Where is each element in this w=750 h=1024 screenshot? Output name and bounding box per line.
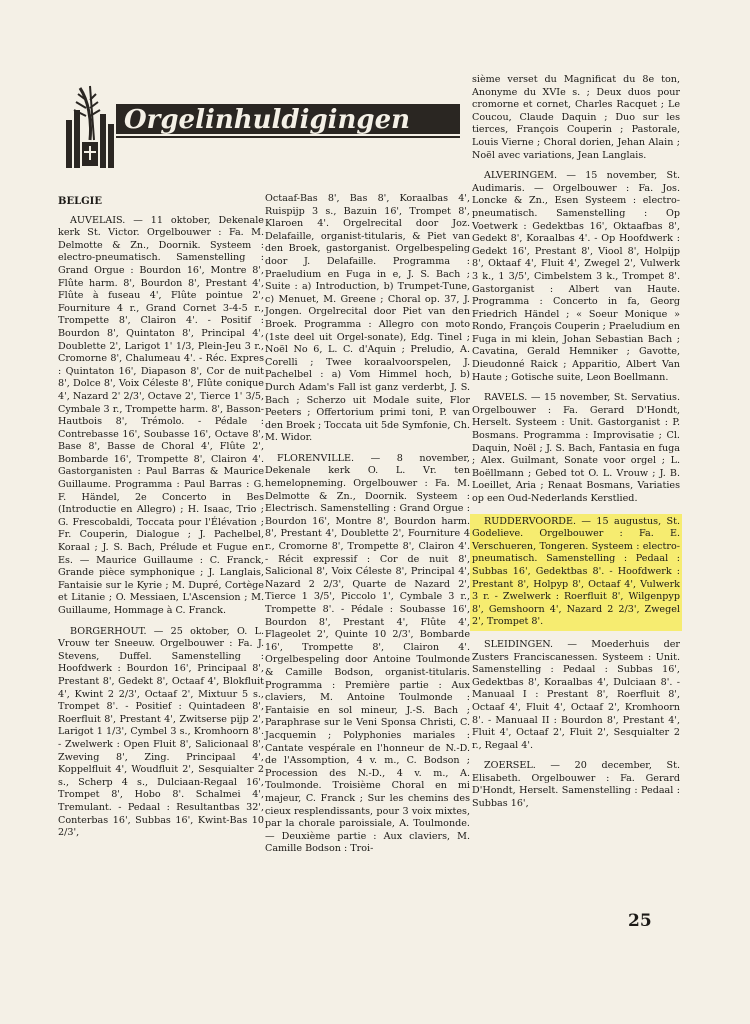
organ-pipes-logo [60,80,460,175]
entry-borgerhout: BORGERHOUT. — 25 oktober, O. L. Vrouw ter Sneeuw. Orgelbouwer : Fa. J. Stevens, Duffel. Samenstelling : Hoofdwerk : Bourdon 16', Principaal 8', Prestant 8', Gedekt 8', Octaaf 4', Blokfluit 4', Kwint 2 2/3', Octaaf 2', Mixtuur 5 s., Trompet 8'. - Positief : Quintadeen 8', Roerfluit 8', Prestant 4', Zwitserse pijp 2', Larigot 1 1/3', Cymbel 3 s., Kromhoorn 8'. - Zwelwerk : Open Fluit 8', Salicionaal 8', Zweving 8', Zing. Principaal 4', Koppelfluit 4', Woudfluit 2', Sesquialter 2 s., Scherp 4 s., Dulciaan-Regaal 16', Trompet 8', Hobo 8'. Schalmei 4', Tremulant. - Pedaal : Resultantbas 32', Conterbas 16', Subbas 16', Kwint-Bas 10 2/3', [58,625,264,839]
column-2 [265,193,470,864]
entry-sleidingen: SLEIDINGEN. — Moederhuis der Zusters Franciscanessen. Systeem : Unit. Samenstelling : Pedaal : Subbas 16', Gedektbas 8', Koraalbas 4', Dulciaan 8'. - Manuaal I : Prestant 8', Roerfluit 8', Octaaf 4', Fluit 4', Octaaf 2', Kromhoorn 8'. - Manuaal II : Bourdon 8', Prestant 4', Fluit 4', Octaaf 2', Fluit 2', Sesquialter 2 r., Regaal 4'. [472,638,680,751]
entry-alveringem: ALVERINGEM. — 15 november, St. Audimaris. — Orgelbouwer : Fa. Jos. Loncke & Zn., Esen Systeem : electro-pneumatisch. Samenstelling : Op Voetwerk : Gedektbas 16', Oktaafbas 8', Gedekt 8', Koraalbas 4'. - Op Hoofdwerk : Gedekt 16', Prestant 8', Viool 8', Holpijp 8', Oktaaf 4', Fluit 4', Zwegel 2', Vulwerk 3 k., 1 3/5', Cimbelstem 3 k., Trompet 8'. Gastorganist : Albert van Haute. Programma : Concerto in fa, Georg Friedrich Händel ; « Soeur Monique » Rondo, François Couperin ; Praeludium en Fuga in mi klein, Johan Sebastian Bach ; Cavatina, Gerald Hemniker ; Gavotte, Dieudonné Raick ; Apparitio, Albert Van Haute ; Gotische suite, Leon Boellmann. [472,170,680,383]
entry-ruddervoorde-highlighted: RUDDERVOORDE. — 15 augustus, St. Godelieve. Orgelbouwer : Fa. E. Verschueren, Tongeren. Systeem : electro-pneumatisch. Samenstelling : Pedaal : Subbas 16', Gedektbas 8'. - Hoofdwerk : Prestant 8', Holpyp 8', Octaaf 4', Vulwerk 3 r. - Zwelwerk : Roerfluit 8', Wilgenpyp 8', Gemshoorn 4', Nazard 2 2/3', Zwegel 2', Trompet 8'. [470,514,682,631]
column-1 [58,196,264,848]
banner-title: Orgelinhuldigingen [124,105,411,135]
entry-borgerhout-continued: Octaaf-Bas 8', Bas 8', Koraalbas 4', Ruispijp 3 s., Bazuin 16', Trompet 8', Klaroen 4'. Orgelrecital door Joz. Delafaille, organist-titularis, & Piet van den Broek, gastorganist. Orgelbespeling door J. Delafaille. Programma : Praeludium en Fuga in e, J. S. Bach ; Suite : a) Introduction, b) Trumpet-Tune, c) Menuet, M. Greene ; Choral op. 37, J. Jongen. Orgelrecital door Piet van den Broek. Programma : Allegro con moto (1ste deel uit Orgel-sonate), Edg. Tinel ; Noël No 6, L. C. d'Aquin ; Preludio, A. Corelli ; Twee koraalvoorspelen, J. Pachelbel : a) Vom Himmel hoch, b) Durch Adam's Fall ist ganz verderbt, J. S. Bach ; Scherzo uit Modale suite, Flor Peeters ; Offertorium primi toni, P. van den Broek ; Toccata uit 5de Symfonie, Ch. M. Widor. [265,193,470,444]
column-3 [472,74,680,819]
header-banner [60,80,460,175]
page-number: 25 [628,911,652,931]
entry-auvelais: AUVELAIS. — 11 oktober, Dekenale kerk St. Victor. Orgelbouwer : Fa. M. Delmotte & Zn., Doornik. Systeem : electro-pneumatisch. Samenstelling : Grand Orgue : Bourdon 16', Montre 8', Flûte harm. 8', Bourdon 8', Prestant 4', Flûte à fuseau 4', Flûte pointue 2', Fourniture 4 r., Grand Cornet 3-4-5 r., Trompette 8', Clairon 4'. - Positif : Bourdon 8', Quintaton 8', Principal 4', Doublette 2', Larigot 1' 1/3, Plein-Jeu 3 r., Cromorne 8', Chalumeau 4'. - Réc. Expres : Quintaton 16', Diapason 8', Cor de nuit 8', Dolce 8', Voix Céleste 8', Flûte conique 4', Nazard 2' 2/3', Octave 2', Tierce 1' 3/5, Cymbale 3 r., Trompette harm. 8', Basson-Hautbois 8', Trémolo. - Pédale : Contrebasse 16', Soubasse 16', Octave 8', Base 8', Basse de Choral 4', Flûte 2', Bombarde 16', Trompette 8', Clairon 4'. Gastorganisten : Paul Barras & Maurice Guillaume. Programma : Paul Barras : G. F. Händel, 2e Concerto in Bes (Introductie en Allegro) ; H. Isaac, Trio ; G. Frescobaldi, Toccata pour l'Élévation ; Fr. Couperin, Dialogue ; J. Pachelbel, Koraal ; J. S. Bach, Prélude et Fugue en Es. — Maurice Guillaume : C. Franck, Grande pièce symphonique ; J. Langlais, Fantaisie sur le Kyrie ; M. Dupré, Cortège et Litanie ; O. Messiaen, L'Ascension ; M. Guillaume, Hommage à C. Franck. [58,214,264,616]
entry-florenville-continued: sième verset du Magnificat du 8e ton, Anonyme du XVIe s. ; Deux duos pour cromorne et cornet, Charles Racquet ; Le Coucou, Claude Daquin ; Duo sur les tierces, François Couperin ; Pastorale, Louis Vierne ; Choral dorien, Jehan Alain ; Noël avec variations, Jean Langlais. [472,74,680,161]
entry-florenville: FLORENVILLE. — 8 november, Dekenale kerk O. L. Vr. ten hemelopneming. Orgelbouwer : Fa. M. Delmotte & Zn., Doornik. Systeem : Electrisch. Samenstelling : Grand Orgue : Bourdon 16', Montre 8', Bourdon harm. 8', Prestant 4', Doublette 2', Fourniture 4 r., Cromorne 8', Trompette 8', Clairon 4'. - Récit expressif : Cor de nuit 8', Salicional 8', Voix Céleste 8', Principal 4', Nazard 2 2/3', Quarte de Nazard 2', Tierce 1 3/5', Piccolo 1', Cymbale 3 r., Trompette 8'. - Pédale : Soubasse 16', Bourdon 8', Prestant 4', Flûte 4', Flageolet 2', Quinte 10 2/3', Bombarde 16', Trompette 8', Clairon 4'. Orgelbespeling door Antoine Toulmonde & Camille Bodson, organist-titularis. Programma : Première partie : Aux claviers, M. Antoine Toulmonde : Fantaisie en sol mineur, J.-S. Bach ; Paraphrase sur le Veni Sponsa Christi, C. Jacquemin ; Polyphonies mariales : Cantate vespérale en l'honneur de N.-D. de l'Assomption, 4 v. m., C. Bodson ; Procession des N.-D., 4 v. m., A. Toulmonde. Troisième Choral en mi majeur, C. Franck ; Sur les chemins des cieux resplendissants, pour 3 voix mixtes, par la chorale paroissiale, A. Toulmonde. — Deuxième partie : Aux claviers, M. Camille Bodson : Troi- [265,452,470,855]
entry-ravels: RAVELS. — 15 november, St. Servatius. Orgelbouwer : Fa. Gerard D'Hondt, Herselt. Systeem : Unit. Gastorganist : P. Bosmans. Programma : Improvisatie ; Cl. Daquin, Noël ; J. S. Bach, Fantasia en fuga ; Alex. Guilmant, Sonate voor orgel ; L. Boëllmann ; Gebed tot O. L. Vrouw ; J. B. Loeillet, Aria ; Renaat Bosmans, Variaties op een Oud-Nederlands Kerstlied. [472,392,680,504]
section-heading-belgie: BELGIE [58,196,102,207]
entry-zoersel: ZOERSEL. — 20 december, St. Elisabeth. Orgelbouwer : Fa. Gerard D'Hondt, Herselt. Samenstelling : Pedaal : Subbas 16', [472,760,680,810]
